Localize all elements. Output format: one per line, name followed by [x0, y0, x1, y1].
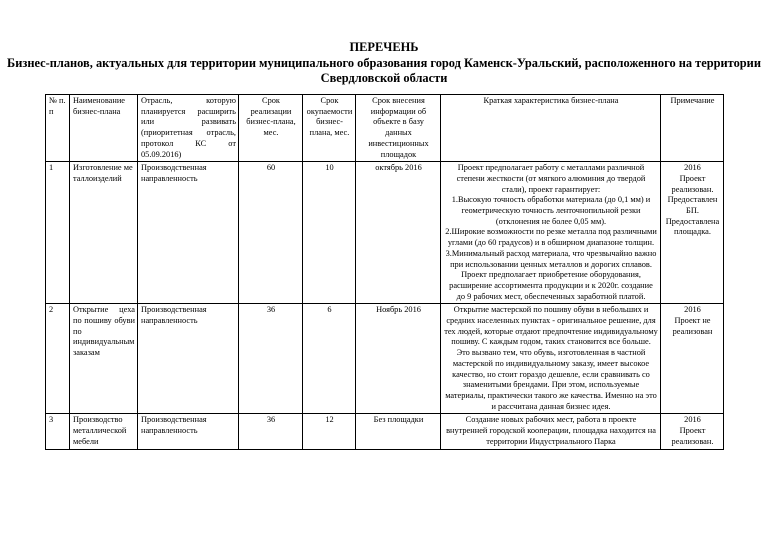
header-payback: Срок окупаемости бизнес-плана, мес.	[303, 95, 356, 162]
cell-name: Открытие цеха по пошиву обуви по индивидуальным заказам	[70, 304, 138, 414]
header-name: Наименование бизнес-плана	[70, 95, 138, 162]
cell-entry: октябрь 2016	[356, 162, 441, 304]
cell-name: Производство металлической мебели	[70, 414, 138, 449]
cell-entry: Ноябрь 2016	[356, 304, 441, 414]
header-description: Краткая характеристика бизнес-плана	[441, 95, 661, 162]
document-title: ПЕРЕЧЕНЬ	[349, 40, 419, 54]
cell-industry: Производственная направленность	[138, 162, 239, 304]
header-note: Примечание	[661, 95, 724, 162]
cell-description: Открытие мастерской по пошиву обуви в небольших и средних населенных пунктах - оригинальное решение, для тех людей, которые отдают предпочтение индивидуальному пошиву. С каждым годом, таких становится все больше. Это вызвано тем, что обувь, изготовленная в частной мастерской по индивидуальному заказу, имеет высокое качество, но стоит гораздо дешевле, если сравнивать со знаменитыми брендами. При этом, используемые материалы, практически такого же качества. Именно на это и рассчитана данная бизнес идея.	[441, 304, 661, 414]
header-term: Срок реализации бизнес-плана, мес.	[239, 95, 303, 162]
cell-payback: 6	[303, 304, 356, 414]
cell-num: 1	[46, 162, 70, 304]
cell-note: 2016 Проект не реализован	[661, 304, 724, 414]
cell-payback: 12	[303, 414, 356, 449]
document-heading	[0, 40, 768, 86]
cell-term: 36	[239, 414, 303, 449]
cell-num: 2	[46, 304, 70, 414]
cell-note: 2016 Проект реализован. Предоставлен БП. Предоставлена площадка.	[661, 162, 724, 304]
cell-num: 3	[46, 414, 70, 449]
header-num: № п. п	[46, 95, 70, 162]
cell-description: Проект предполагает работу с металлами различной степени жесткости (от мягкого алюминия до твердой стали), проект гарантирует: 1.Высокую точность обработки материала (до 0,1 мм) и геометрическую точность ленточнопильной резки (отклонения не более 0,05 мм). 2.Широкие возможности по резке металла под различными углами (до 60 градусов) и в обширном диапазоне толщин. 3.Минимальный расход материала, что чрезвычайно важно при использовании ценных металлов и дорогих сплавов. Проект предполагает приобретение оборудования, расширение ассортимента продукции и к 2020г. создание до 9 рабочих мест, обеспеченных заработной платой.	[441, 162, 661, 304]
table-row	[46, 162, 724, 304]
document-subtitle: Бизнес-планов, актуальных для территории муниципального образования город Каменск-Уральский, расположенного на территории Свердловской области	[7, 56, 761, 85]
header-entry: Срок внесения информации об объекте в базу данных инвестиционных площадок	[356, 95, 441, 162]
cell-description: Создание новых рабочих мест, работа в проекте внутренней городской кооперации, площадка находится на территории Индустриального Парка	[441, 414, 661, 449]
table-row	[46, 414, 724, 449]
header-industry: Отрасль, которую планируется расширить или развивать (приоритетная отрасль, протокол КС от 05.09.2016)	[138, 95, 239, 162]
cell-name: Изготовление металлоизделий	[70, 162, 138, 304]
cell-term: 60	[239, 162, 303, 304]
cell-industry: Производственная направленность	[138, 414, 239, 449]
table-row	[46, 304, 724, 414]
table-header-row	[46, 95, 724, 162]
cell-payback: 10	[303, 162, 356, 304]
cell-industry: Производственная направленность	[138, 304, 239, 414]
cell-entry: Без площадки	[356, 414, 441, 449]
cell-note: 2016 Проект реализован.	[661, 414, 724, 449]
business-plans-table	[45, 94, 724, 450]
cell-term: 36	[239, 304, 303, 414]
